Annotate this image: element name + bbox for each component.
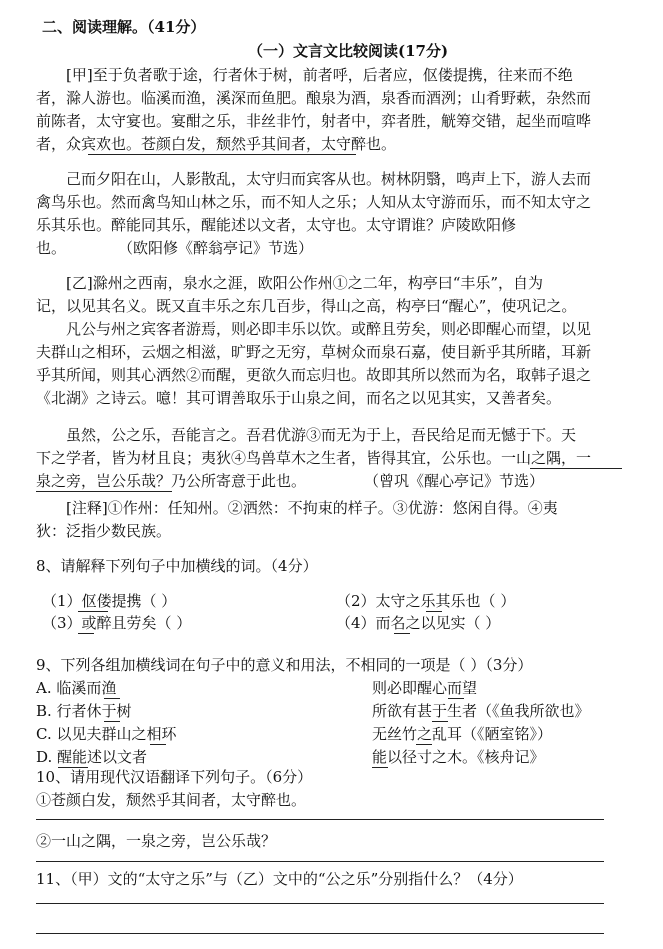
section-subtitle: （一）文言文比较阅读(17分) (248, 42, 449, 60)
question-prompt: 9、下列各组加横线词在句子中的意义和用法，不相同的一项是（ ）（3分） (36, 656, 533, 674)
q10-item: ②一山之隅，一泉之旁，岂公乐哉？ (36, 832, 277, 850)
notes-line: 狄：泛指少数民族。 (36, 522, 172, 540)
q9-option-d-right: 能以径寸之木。《核舟记》 (372, 748, 545, 766)
q9-word-underline (372, 767, 388, 768)
answer-line (36, 819, 604, 820)
answer-line (36, 903, 604, 904)
q9-word-underline (150, 744, 166, 745)
passage-a-line: 也。 (36, 239, 67, 257)
q8-word-underline (394, 633, 410, 634)
q9-word-underline (448, 698, 464, 699)
q9-option-b-right: 所欲有甚于生者（《鱼我所欲也》 (372, 702, 590, 720)
q9-option-d-left: D. 醒能述以文者 (36, 748, 148, 766)
q9-word-underline (432, 721, 448, 722)
passage-b-line: 泉之旁，岂公乐哉？乃公所寄意于此也。 (36, 472, 307, 490)
passage-a-line: 者，众宾欢也。苍颜白发，颓然乎其间者，太守醉也。 (36, 135, 397, 153)
q9-word-underline (416, 744, 432, 745)
question-prompt: 11、（甲）文的“太守之乐”与（乙）文中的“公之乐”分别指什么？（4分） (36, 870, 523, 888)
passage-b-line: 下之学者，皆为材且良；夷狄④鸟兽草木之生者，皆得其宜，公乐也。一山之隅，一 (36, 449, 592, 467)
q8-item: （1）伛偻提携（ ） (42, 592, 177, 610)
q9-word-underline (104, 698, 120, 699)
question-prompt: 8、请解释下列句子中加横线的词。（4分） (36, 557, 318, 575)
q8-item: （4）而名之以见实（ ） (336, 614, 501, 632)
q8-item: （3）或醉且劳矣（ ） (42, 614, 192, 632)
q9-option-a-left: A. 临溪而渔 (36, 679, 117, 697)
passage-b-line: 夫群山之相环，云烟之相滋，旷野之无穷，草树众而泉石嘉，使目新乎其所睹，耳新 (36, 343, 592, 361)
passage-a-line: 禽鸟乐也。然而禽鸟知山林之乐，而不知人之乐；人知从太守游而乐，而不知太守之 (36, 193, 592, 211)
passage-a-line: 己而夕阳在山，人影散乱，太守归而宾客从也。树林阴翳，鸣声上下，游人去而 (66, 170, 592, 188)
passage-b-line: 乎其所闻，则其心洒然②而醒，更欲久而忘归也。故即其所以然而为名，取韩子退之 (36, 366, 592, 384)
passage-b-line: 记，以见其名义。既又直丰乐之东几百步，得山之高，构亭曰“醒心”，使巩记之。 (36, 297, 577, 315)
q10-item: ①苍颜白发，颓然乎其间者，太守醉也。 (36, 791, 307, 809)
answer-line (36, 861, 604, 862)
passage-a-line: 前陈者，太守宴也。宴酣之乐，非丝非竹，射者中，弈者胜，觥筹交错，起坐而喧哗 (36, 112, 592, 130)
passage-a-source: （欧阳修《醉翁亭记》节选） (118, 239, 314, 257)
q9-word-underline (104, 721, 120, 722)
passage-a-line: 者，滁人游也。临溪而渔，溪深而鱼肥。酿泉为酒，泉香而酒洌；山肴野蔌，杂然而 (36, 89, 592, 107)
passage-b-line: 虽然，公之乐，吾能言之。吾君优游③而无为于上，吾民给足而无憾于下。天 (66, 426, 577, 444)
notes-line: [注释]①作州：任知州。②洒然：不拘束的样子。③优游：悠闲自得。④夷 (66, 499, 558, 517)
passage-b-line: [乙]滁州之西南，泉水之涯，欧阳公作州①之二年，构亭曰“丰乐”，自为 (66, 274, 544, 292)
q8-item: （2）太守之乐其乐也（ ） (336, 592, 516, 610)
passage-a-line: 乐其乐也。醉能同其乐，醒能述以文者，太守也。太守谓谁？庐陵欧阳修 (36, 216, 517, 234)
passage-a-line: [甲]至于负者歌于途，行者休于树，前者呼，后者应，伛偻提携，往来而不绝 (66, 66, 573, 84)
q9-option-a-right: 则必即醒心而望 (372, 679, 478, 697)
passage-b-line: 凡公与州之宾客者游焉，则必即丰乐以饮。或醉且劳矣，则必即醒心而望，以见 (66, 320, 592, 338)
section-title: 二、阅读理解。（41分） (42, 18, 206, 36)
q8-word-underline (78, 633, 94, 634)
passage-b-line: 《北湖》之诗云。噫！其可谓善取乐于山泉之间，而名之以见其实，又善者矣。 (36, 389, 562, 407)
q9-option-b-left: B. 行者休于树 (36, 702, 132, 720)
q9-option-c-right: 无丝竹之乱耳（《陋室铭》） (372, 725, 553, 743)
passage-b-source: （曾巩《醒心亭记》节选） (364, 472, 545, 490)
answer-line (36, 933, 604, 934)
translation-underline (36, 491, 172, 492)
translation-underline (88, 154, 356, 155)
q9-option-c-left: C. 以见夫群山之相环 (36, 725, 177, 743)
question-prompt: 10、请用现代汉语翻译下列句子。（6分） (36, 768, 313, 786)
translation-underline (530, 468, 622, 469)
